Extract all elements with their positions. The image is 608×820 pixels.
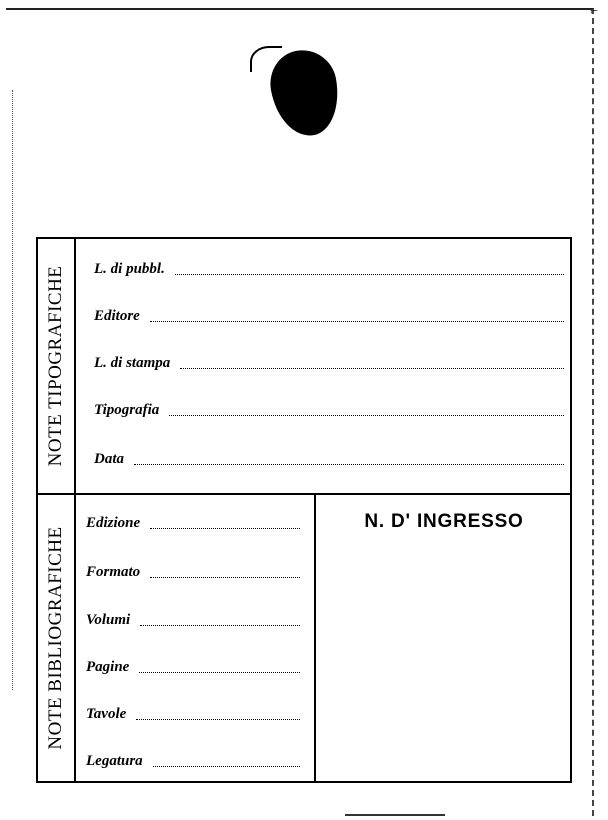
field-line[interactable] — [134, 464, 564, 465]
tipografiche-title: NOTE TIPOGRAFICHE — [45, 265, 66, 467]
field-label: Volumi — [86, 612, 131, 628]
field-legatura[interactable] — [86, 753, 300, 770]
field-line[interactable] — [153, 766, 300, 767]
field-label: Legatura — [86, 753, 143, 769]
bottom-edge-mark — [345, 814, 445, 816]
field-line[interactable] — [150, 321, 564, 322]
field-edizione[interactable] — [86, 515, 300, 532]
field-label: Tipografia — [94, 402, 160, 418]
field-pagine[interactable] — [86, 659, 300, 676]
field-line[interactable] — [169, 415, 564, 416]
field-line[interactable] — [150, 577, 300, 578]
field-label: Editore — [94, 308, 140, 324]
field-line[interactable] — [140, 625, 300, 626]
field-data[interactable] — [94, 451, 564, 468]
section-divider — [38, 493, 570, 495]
field-formato[interactable] — [86, 564, 300, 581]
field-line[interactable] — [136, 719, 300, 720]
bibliografiche-title: NOTE BIBLIOGRAFICHE — [45, 526, 66, 750]
field-luogo-stampa[interactable] — [94, 355, 564, 372]
field-line[interactable] — [150, 528, 300, 529]
field-label: L. di stampa — [94, 355, 171, 371]
field-label: Formato — [86, 564, 141, 580]
field-line[interactable] — [175, 274, 564, 275]
field-label: Data — [94, 451, 124, 467]
field-line[interactable] — [180, 368, 564, 369]
field-tipografia[interactable] — [94, 402, 564, 419]
field-label: Edizione — [86, 515, 141, 531]
field-luogo-pubblicazione[interactable] — [94, 261, 564, 278]
left-edge-marks — [12, 90, 17, 690]
ingresso-label: N. D' INGRESSO — [364, 511, 524, 532]
corner-mark-icon: ⌐ — [590, 4, 598, 19]
catalog-form — [36, 237, 572, 783]
field-volumi[interactable] — [86, 612, 300, 629]
field-label: Pagine — [86, 659, 130, 675]
field-line[interactable] — [139, 672, 300, 673]
bibliografiche-section-header — [38, 495, 76, 781]
field-editore[interactable] — [94, 308, 564, 325]
field-label: L. di pubbl. — [94, 261, 165, 277]
field-tavole[interactable] — [86, 706, 300, 723]
field-label: Tavole — [86, 706, 127, 722]
column-divider — [314, 495, 316, 781]
tipografiche-section-header — [38, 239, 76, 493]
